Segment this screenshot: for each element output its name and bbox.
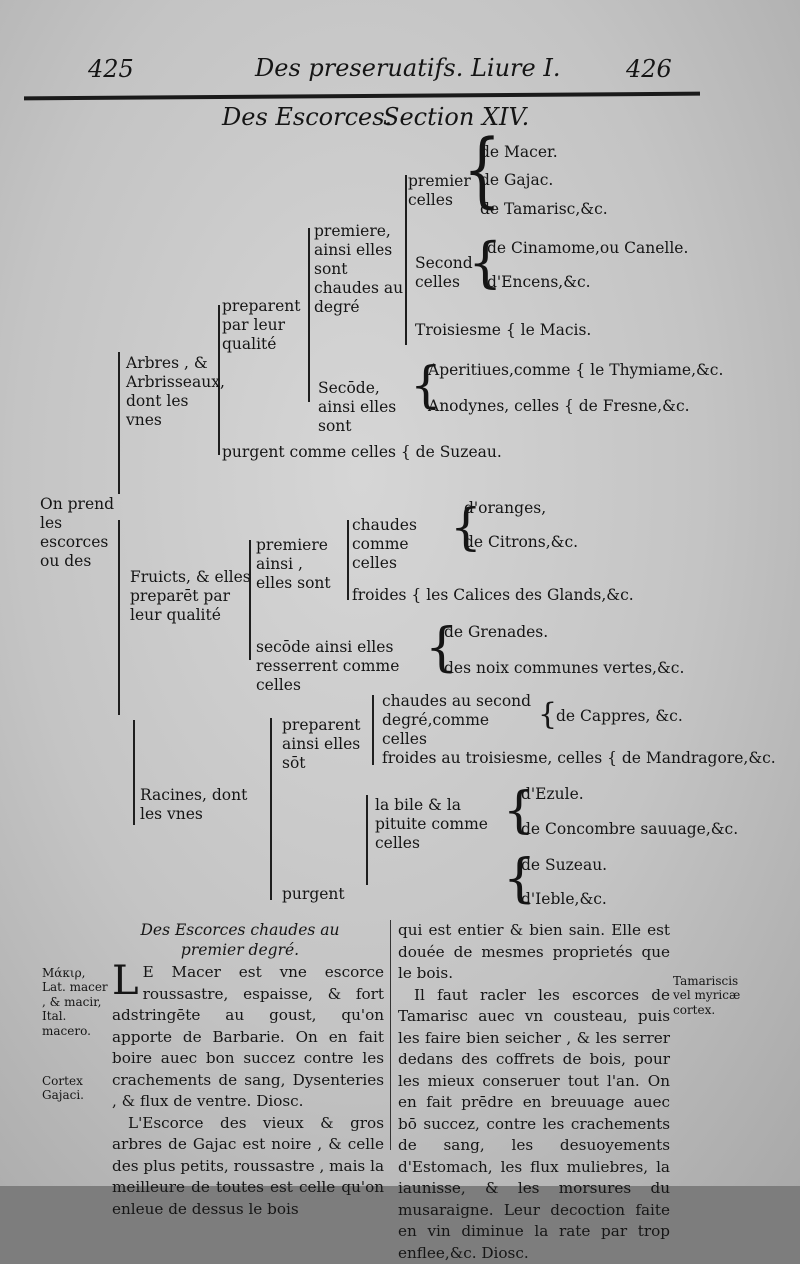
brace-icon: { [425,622,458,674]
tree-node-fruit-premiere: premiere ainsi , elles sont [256,536,344,593]
tree-leaf-aperitiues: Aperitiues,comme { le Thymiame,&c. [428,362,723,380]
paragraph: L'Escorce des vieux & gros arbres de Gajac est noire , & celle des plus petits, roussastre , mais la meilleure de toutes est celle qu'on enleue de dessus le bois [112,1113,384,1221]
text-column-right [398,920,670,1264]
tree-node-fruicts: Fruicts, & elles preparēt par leur qualité [130,568,252,625]
tree-node-secode: Secōde, ainsi elles sont [318,379,410,436]
tree-line [308,228,310,402]
tree-node-chaudes-comme: chaudes comme celles [352,516,446,573]
brace-icon: { [410,360,442,410]
subheading: Des Escorces chaudes au premier degré. [110,920,370,960]
tree-node-troisiesme: Troisiesme { le Macis. [415,322,591,340]
brace-icon: { [503,853,536,905]
margin-note-tamarisc: Tamariscis vel myricæ cortex. [673,974,753,1017]
drop-cap: L [112,964,139,998]
tree-line [347,520,349,600]
paragraph: Il faut racler les escorces de Tamarisc auec vn cousteau, puis les faire bien seicher , & les serrer dedans des coffrets de bois, pour les mieux conseruer tout l'an. On en fait prēdre en breuuage auec bō succez, contre les crachements de sang, les desuoyements d'Estomach, les flux muliebres, la iaunisse, & les morsures du musaraigne. Leur decoction faite en vin diminue la rate par trop enflee,&c. Diosc. [398,985,670,1264]
tree-leaf-macer: de Macer. [480,144,558,162]
tree-node-racine-preparent: preparent ainsi elles sōt [282,716,374,773]
page-number-left: 425 [88,56,134,84]
tree-root: On prend les escorces ou des [40,495,126,571]
tree-leaf-cappres: de Cappres, &c. [556,708,683,726]
tree-node-fruit-secode: secōde ainsi elles resserrent comme celles [256,638,426,695]
tree-line [133,720,135,825]
column-divider [390,920,391,1150]
tree-node-chaudes-second: chaudes au second degré,comme celles [382,692,532,749]
tree-leaf-noix: des noix communes vertes,&c. [444,660,684,678]
tree-leaf-calices: froides { les Calices des Glands,&c. [352,587,634,605]
tree-leaf-oranges: d'oranges, [464,500,546,518]
tree-leaf-concombre: de Concombre sauuage,&c. [521,821,738,839]
margin-note-gajac: Cortex Gajaci. [42,1074,108,1103]
tree-leaf-cinamome: de Cinamome,ou Canelle. [487,240,688,258]
text-column-left [112,962,384,1220]
tree-leaf-suzeau: de Suzeau. [521,857,607,875]
tree-leaf-grenades: de Grenades. [444,624,548,642]
brace-icon: { [468,236,502,290]
tree-leaf-encens: d'Encens,&c. [487,274,591,292]
header-rule [24,92,700,101]
tree-leaf-ezule: d'Ezule. [521,786,584,804]
tree-node-arbres: Arbres , & Arbrisseaux, dont les vnes [126,354,221,430]
brace-icon: { [450,502,482,552]
tree-node-premiere: premiere, ainsi elles sont chaudes au degré [314,222,408,317]
tree-node-preparent: preparent par leur qualité [222,297,308,354]
tree-leaf-anodynes: Anodynes, celles { de Fresne,&c. [428,398,690,416]
tree-node-bile: la bile & la pituite comme celles [375,796,505,853]
paragraph: E Macer est vne escorce roussastre, espaisse, & fort adstringēte au goust, qu'on apporte de Barbarie. On en fait boire auec bon succez contre les crachements de sang, Dysenteries , & flux de ventre. Diosc. [112,963,384,1110]
tree-line [366,795,368,885]
tree-node-premier-celles: premier celles [408,172,474,210]
tree-node-racine-purgent: purgent [282,886,345,904]
running-title: Des preseruatifs. Liure I. [255,55,560,83]
brace-icon: { [538,700,557,730]
brace-icon: { [503,785,535,835]
paragraph: qui est entier & bien sain. Elle est douée de mesmes proprietés que le bois. [398,920,670,985]
tree-node-second-celles: Second celles [415,254,473,292]
tree-line [270,718,272,900]
tree-node-purgent: purgent comme celles { de Suzeau. [222,444,502,462]
tree-leaf-gajac: de Gajac. [480,172,553,190]
tree-leaf-citrons: de Citrons,&c. [464,534,578,552]
tree-line [118,352,120,494]
page-number-right: 426 [626,56,672,84]
brace-icon: { [463,130,501,211]
tree-leaf-tamarisc: de Tamarisc,&c. [480,201,608,219]
margin-note-macer: Μάκιρ, Lat. macer , & macir, Ital. macero. [42,966,110,1038]
section-title: Des Escorces. [222,104,392,132]
section-number: Section XIV. [383,104,529,132]
tree-leaf-ieble: d'Ieble,&c. [521,891,607,909]
tree-leaf-mandragore: froides au troisiesme, celles { de Mandragore,&c. [382,750,776,768]
tree-node-racines: Racines, dont les vnes [140,786,268,824]
